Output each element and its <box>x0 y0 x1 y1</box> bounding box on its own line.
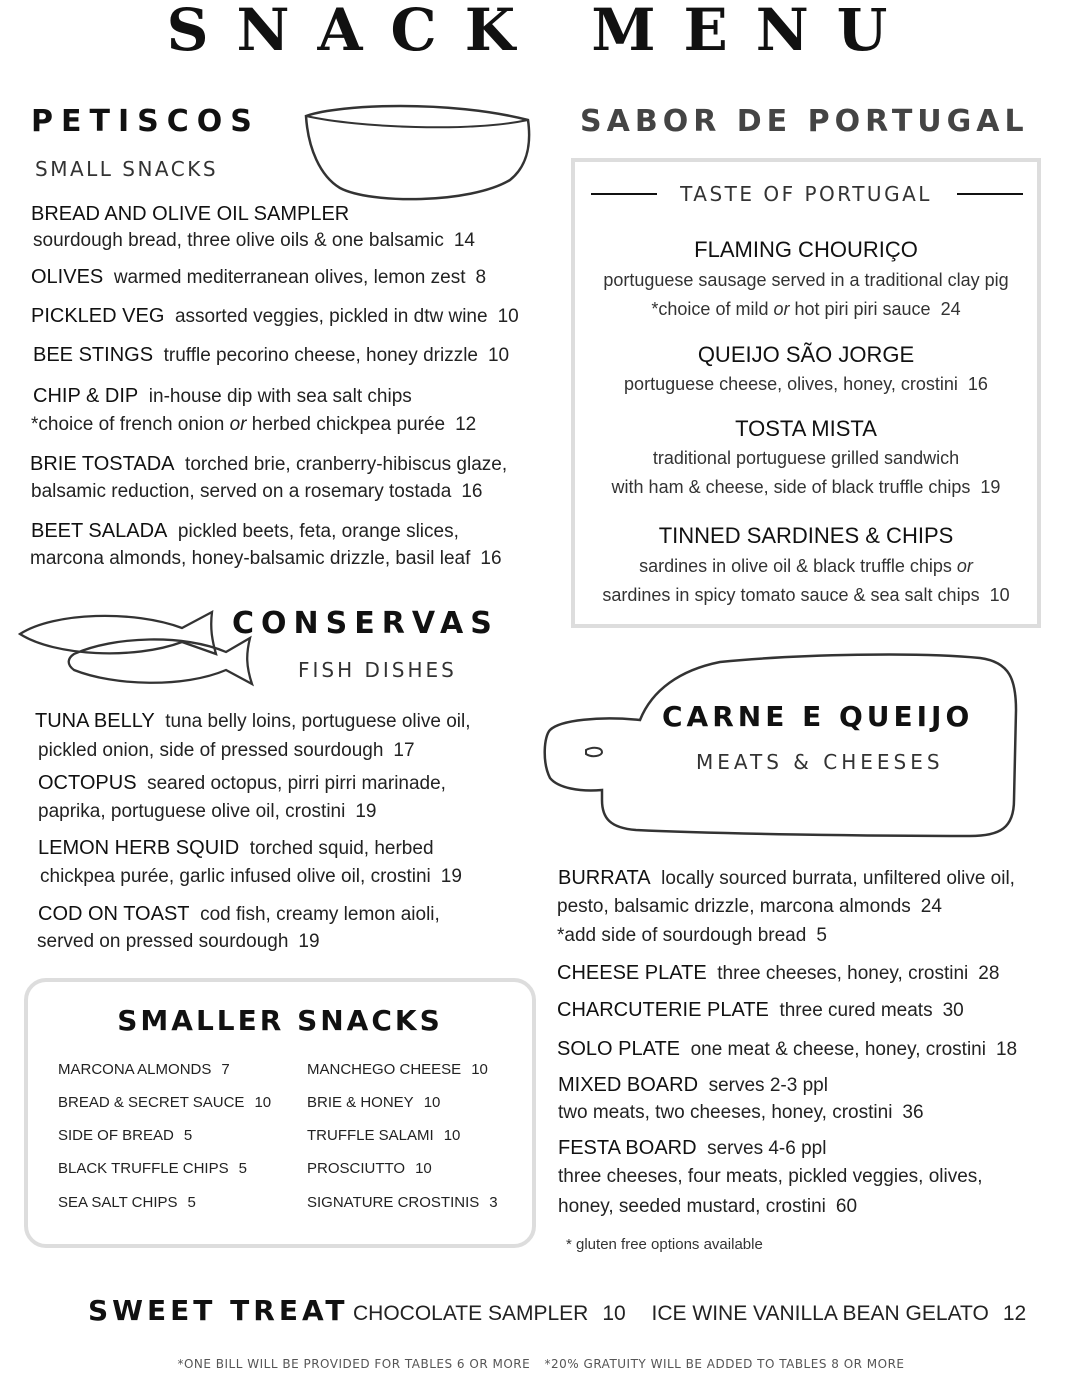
item-name: CHARCUTERIE PLATE <box>557 999 769 1021</box>
item-price: 10 <box>487 345 510 366</box>
item-desc: cod fish, creamy lemon aioli, <box>200 904 440 925</box>
item-price: 10 <box>497 306 519 327</box>
petiscos-item <box>30 453 507 476</box>
conservas-item <box>38 772 446 795</box>
item-price: 12 <box>455 414 477 435</box>
item-name: MARCONA ALMONDS <box>58 1061 212 1078</box>
item-name: LEMON HERB SQUID <box>38 837 240 859</box>
footer-note-bill: *ONE BILL WILL BE PROVIDED FOR TABLES 6 OR MORE <box>177 1357 531 1371</box>
desc-part: *choice of mild <box>651 299 774 319</box>
portugal-item-desc: traditional portuguese grilled sandwich <box>652 448 960 468</box>
item-name: BEET SALADA <box>31 520 168 542</box>
cutting-board-illustration <box>540 650 1020 840</box>
desc-or: or <box>956 556 973 576</box>
desc-part: hot piri piri sauce <box>789 299 931 319</box>
item-desc: tuna belly loins, portuguese olive oil, <box>165 711 471 732</box>
portugal-item-name: FLAMING CHOURIÇO <box>694 237 918 262</box>
item-price: 5 <box>238 1160 247 1177</box>
item-desc: serves 2-3 ppl <box>708 1075 828 1096</box>
conservas-heading: CONSERVAS <box>232 606 499 641</box>
item-desc: herbed chickpea purée <box>246 414 446 435</box>
item-price: 7 <box>221 1061 230 1078</box>
item-price: 19 <box>355 801 377 822</box>
item-name: SEA SALT CHIPS <box>58 1194 178 1211</box>
item-name: CHEESE PLATE <box>557 962 707 984</box>
item-name: PICKLED VEG <box>31 305 165 327</box>
item-desc: torched squid, herbed <box>249 838 434 859</box>
item-price: 24 <box>940 299 961 319</box>
portugal-subheading: TASTE OF PORTUGAL <box>680 182 932 206</box>
item-price: 5 <box>187 1194 196 1211</box>
item-price: 8 <box>475 267 487 288</box>
conservas-item <box>38 903 440 926</box>
smaller-item <box>58 1061 230 1078</box>
item-desc: assorted veggies, pickled in dtw wine <box>174 306 488 327</box>
item-desc: locally sourced burrata, unfiltered olive oil, <box>661 868 1015 889</box>
smaller-item <box>307 1194 498 1211</box>
portugal-item-desc <box>571 585 1041 606</box>
carne-item <box>557 962 999 985</box>
carne-heading: CARNE E QUEIJO <box>662 700 974 733</box>
item-price: 36 <box>902 1102 924 1123</box>
item-name: BREAD AND OLIVE OIL SAMPLER <box>31 203 350 225</box>
item-name: TUNA BELLY <box>35 710 155 732</box>
item-price: 19 <box>440 866 462 887</box>
portugal-item-desc <box>571 477 1041 498</box>
item-price: 5 <box>183 1127 193 1144</box>
item-desc: *add side of sourdough bread <box>557 925 807 946</box>
smaller-snacks-heading: SMALLER SNACKS <box>117 1004 443 1037</box>
item-desc: truffle pecorino cheese, honey drizzle <box>163 345 478 366</box>
carne-item-desc <box>558 1196 857 1218</box>
petiscos-item <box>31 203 349 226</box>
item-name: BREAD & SECRET SAUCE <box>58 1094 245 1111</box>
item-name: MANCHEGO CHEESE <box>307 1061 462 1078</box>
item-name: ICE WINE VANILLA BEAN GELATO <box>651 1302 989 1325</box>
carne-item <box>557 999 964 1022</box>
footer-notes <box>0 1357 1082 1371</box>
petiscos-item <box>31 266 486 289</box>
item-price: 19 <box>980 477 1001 497</box>
item-desc: *choice of french onion <box>31 414 230 435</box>
item-desc: pickled onion, side of pressed sourdough <box>38 740 384 761</box>
item-price: 10 <box>254 1094 272 1111</box>
item-desc: chickpea purée, garlic infused olive oil, crostini <box>40 866 431 887</box>
item-price: 16 <box>480 548 502 569</box>
item-name: OCTOPUS <box>38 772 137 794</box>
bowl-illustration <box>300 98 540 208</box>
item-name: MIXED BOARD <box>558 1074 699 1096</box>
portugal-item-desc: portuguese sausage served in a traditional clay pig <box>603 270 1009 290</box>
item-name: BRIE & HONEY <box>307 1094 414 1111</box>
menu-title: SNACK MENU <box>166 0 916 64</box>
item-desc: seared octopus, pirri pirri marinade, <box>147 773 446 794</box>
item-desc: in-house dip with sea salt chips <box>148 386 412 407</box>
item-price: 10 <box>602 1302 626 1325</box>
carne-item-desc: three cheeses, four meats, pickled veggies, olives, <box>558 1166 983 1187</box>
portugal-item-name: TINNED SARDINES & CHIPS <box>658 523 954 548</box>
conservas-subheading: FISH DISHES <box>298 658 457 682</box>
footer-note-gratuity: *20% GRATUITY WILL BE ADDED TO TABLES 8 OR MORE <box>544 1357 905 1371</box>
item-price: 10 <box>415 1160 432 1177</box>
carne-item-desc <box>558 1102 924 1124</box>
petiscos-item-desc <box>30 548 502 570</box>
petiscos-item-desc <box>31 414 476 436</box>
carne-item <box>558 1074 828 1097</box>
item-price: 10 <box>423 1094 441 1111</box>
item-desc: marcona almonds, honey-balsamic drizzle, basil leaf <box>30 548 471 569</box>
carne-item <box>558 1137 826 1160</box>
portugal-item-name: TOSTA MISTA <box>735 416 877 441</box>
desc-part: with ham & cheese, side of black truffle chips <box>611 477 971 497</box>
item-price: 60 <box>835 1196 858 1217</box>
item-name: SIGNATURE CROSTINIS <box>307 1194 480 1211</box>
desc-part: portuguese cheese, olives, honey, crostini <box>624 374 958 394</box>
smaller-item <box>307 1061 488 1078</box>
sweet-treat-items <box>353 1302 1026 1326</box>
conservas-item-desc <box>40 866 462 888</box>
item-desc: torched brie, cranberry-hibiscus glaze, <box>185 454 508 475</box>
item-desc: paprika, portuguese olive oil, crostini <box>38 801 346 822</box>
petiscos-item-desc <box>33 230 475 252</box>
smaller-item <box>307 1094 440 1111</box>
item-name: TRUFFLE SALAMI <box>307 1127 434 1144</box>
item-name: FESTA BOARD <box>558 1137 697 1159</box>
item-desc: one meat & cheese, honey, crostini <box>690 1039 986 1060</box>
item-desc: served on pressed sourdough <box>37 931 289 952</box>
item-price: 10 <box>443 1127 461 1144</box>
petiscos-item-desc <box>31 481 482 503</box>
petiscos-item <box>31 520 459 543</box>
gluten-free-note: * gluten free options available <box>566 1236 763 1253</box>
item-name: OLIVES <box>31 266 104 288</box>
item-price: 5 <box>816 925 827 946</box>
carne-item-desc <box>557 925 827 947</box>
smaller-item <box>58 1194 196 1211</box>
petiscos-subheading: SMALL SNACKS <box>35 157 219 181</box>
item-desc: three cheeses, honey, crostini <box>717 963 969 984</box>
smaller-item <box>307 1160 432 1177</box>
item-desc: three cured meats <box>779 1000 933 1021</box>
item-name: COD ON TOAST <box>38 903 190 925</box>
petiscos-item <box>33 344 509 367</box>
item-name: SIDE OF BREAD <box>58 1127 174 1144</box>
item-price: 16 <box>967 374 988 394</box>
item-name: BLACK TRUFFLE CHIPS <box>58 1160 229 1177</box>
carne-item <box>558 867 1015 890</box>
petiscos-item <box>31 305 519 328</box>
carne-item-desc <box>557 896 942 918</box>
item-price: 24 <box>920 896 942 917</box>
item-desc: serves 4-6 ppl <box>707 1138 827 1159</box>
item-name: BURRATA <box>558 867 651 889</box>
item-price: 14 <box>453 230 475 251</box>
sweet-treat-heading: SWEET TREAT <box>88 1294 349 1327</box>
desc-or: or <box>773 299 790 319</box>
item-desc: pickled beets, feta, orange slices, <box>177 521 459 542</box>
item-desc: sourdough bread, three olive oils & one balsamic <box>33 230 444 251</box>
item-name: BEE STINGS <box>33 344 154 366</box>
petiscos-item <box>33 385 412 408</box>
conservas-item-desc <box>37 931 320 953</box>
item-price: 28 <box>978 963 1000 984</box>
smaller-item <box>58 1094 271 1111</box>
carne-subheading: MEATS & CHEESES <box>696 750 944 774</box>
desc-part: sardines in spicy tomato sauce & sea salt chips <box>602 585 980 605</box>
item-price: 10 <box>471 1061 488 1078</box>
petiscos-heading: PETISCOS <box>31 104 260 139</box>
conservas-item-desc <box>38 740 415 762</box>
portugal-item-desc <box>571 556 1041 577</box>
item-desc: honey, seeded mustard, crostini <box>558 1196 826 1217</box>
item-desc: warmed mediterranean olives, lemon zest <box>113 267 466 288</box>
item-desc: two meats, two cheeses, honey, crostini <box>558 1102 893 1123</box>
item-desc-or: or <box>229 414 247 435</box>
item-desc: pesto, balsamic drizzle, marcona almonds <box>557 896 911 917</box>
smaller-item <box>307 1127 460 1144</box>
item-price: 3 <box>489 1194 498 1211</box>
item-name: CHIP & DIP <box>33 385 139 407</box>
item-price: 16 <box>461 481 483 502</box>
item-price: 17 <box>393 740 415 761</box>
smaller-item <box>58 1160 247 1177</box>
portugal-item-desc <box>571 374 1041 395</box>
desc-part: sardines in olive oil & black truffle chips <box>639 556 957 576</box>
item-price: 12 <box>1002 1302 1027 1325</box>
item-name: BRIE TOSTADA <box>30 453 175 475</box>
conservas-item <box>35 710 471 733</box>
fish-illustration <box>14 604 259 700</box>
conservas-item <box>38 837 434 860</box>
item-price: 19 <box>298 931 320 952</box>
conservas-item-desc <box>38 801 376 823</box>
smaller-item <box>58 1127 192 1144</box>
item-name: CHOCOLATE SAMPLER <box>353 1302 589 1325</box>
portugal-item-desc <box>571 299 1041 320</box>
item-price: 30 <box>942 1000 964 1021</box>
item-name: PROSCIUTTO <box>307 1160 406 1177</box>
portugal-item-name: QUEIJO SÃO JORGE <box>697 342 915 367</box>
item-desc: balsamic reduction, served on a rosemary tostada <box>31 481 452 502</box>
carne-item <box>557 1038 1017 1061</box>
item-price: 18 <box>995 1039 1018 1060</box>
item-price: 10 <box>989 585 1010 605</box>
portugal-heading: SABOR DE PORTUGAL <box>580 104 1029 139</box>
item-name: SOLO PLATE <box>557 1038 681 1060</box>
